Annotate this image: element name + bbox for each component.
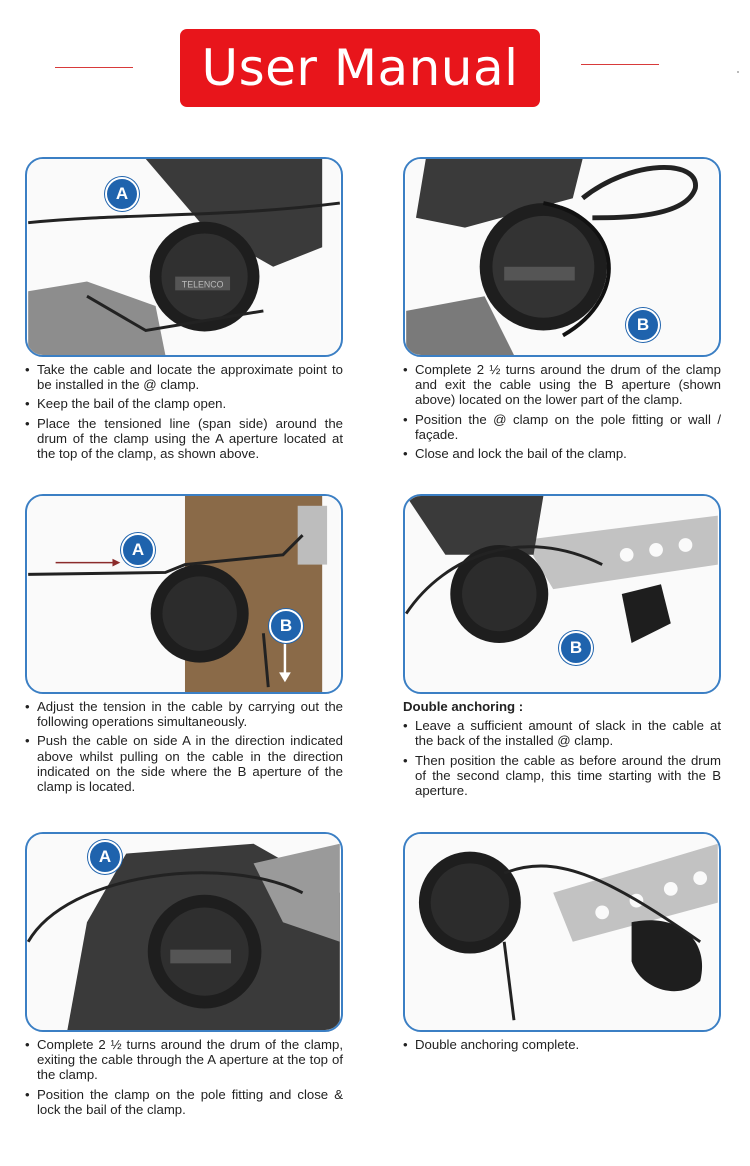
step-5-instructions — [25, 1037, 343, 1121]
aperture-badge-a: A — [88, 840, 122, 874]
step-2-photo — [403, 157, 721, 357]
step-3-photo — [25, 494, 343, 694]
title-rule-left — [55, 67, 133, 68]
title-rule-right — [581, 64, 659, 65]
aperture-badge-b: B — [559, 631, 593, 665]
step-6-item-1: • Double anchoring complete. — [403, 1037, 721, 1052]
step-6-instructions — [403, 1037, 721, 1056]
step-1-item-2: • Keep the bail of the clamp open. — [25, 396, 343, 411]
step-4-instructions — [403, 699, 721, 802]
step-2-instructions — [403, 362, 721, 465]
step-2-item-3: • Close and lock the bail of the clamp. — [403, 446, 721, 461]
double-anchoring-heading: Double anchoring : — [403, 699, 524, 714]
step-2-item-1: • Complete 2 ½ turns around the drum of the clamp and exit the cable using the B aperture (shown above) located on the lower part of the clamp. — [403, 362, 721, 408]
aperture-badge-b: B — [269, 609, 303, 643]
aperture-badge-a: A — [105, 177, 139, 211]
title-banner — [180, 29, 540, 107]
clamp-brand-1: TELENCO — [181, 279, 224, 290]
step-4-illustration — [405, 496, 719, 692]
step-5-photo — [25, 832, 343, 1032]
step-5-illustration — [27, 834, 341, 1030]
decorative-dot — [737, 71, 739, 73]
step-1-item-1: • Take the cable and locate the approximate point to be installed in the @ clamp. — [25, 362, 343, 392]
step-3-item-2: • Push the cable on side A in the direction indicated above whilst pulling on the cable in the direction indicated on the side where the B aperture of the clamp is located. — [25, 733, 343, 794]
step-1-item-3: • Place the tensioned line (span side) around the drum of the clamp using the A aperture located at the top of the clamp, as shown above. — [25, 416, 343, 462]
step-1-illustration — [27, 159, 341, 355]
step-2-illustration — [405, 159, 719, 355]
step-3-illustration — [27, 496, 341, 692]
step-3-instructions — [25, 699, 343, 798]
step-6-photo — [403, 832, 721, 1032]
step-4-item-1: • Leave a sufficient amount of slack in the cable at the back of the installed @ clamp. — [403, 718, 721, 748]
step-4-item-2: • Then position the cable as before around the drum of the second clamp, this time starting with the B aperture. — [403, 753, 721, 799]
page-title: User Manual — [201, 39, 519, 97]
step-2-item-2: • Position the @ clamp on the pole fitting or wall / façade. — [403, 412, 721, 442]
step-5-item-1: • Complete 2 ½ turns around the drum of the clamp, exiting the cable through the A aperture at the top of the clamp. — [25, 1037, 343, 1083]
step-1-photo — [25, 157, 343, 357]
aperture-badge-b: B — [626, 308, 660, 342]
step-4-photo — [403, 494, 721, 694]
step-5-item-2: • Position the clamp on the pole fitting and close & lock the bail of the clamp. — [25, 1087, 343, 1117]
aperture-badge-a: A — [121, 533, 155, 567]
step-6-illustration — [405, 834, 719, 1030]
step-3-item-1: • Adjust the tension in the cable by carrying out the following operations simultaneously. — [25, 699, 343, 729]
step-1-instructions — [25, 362, 343, 465]
